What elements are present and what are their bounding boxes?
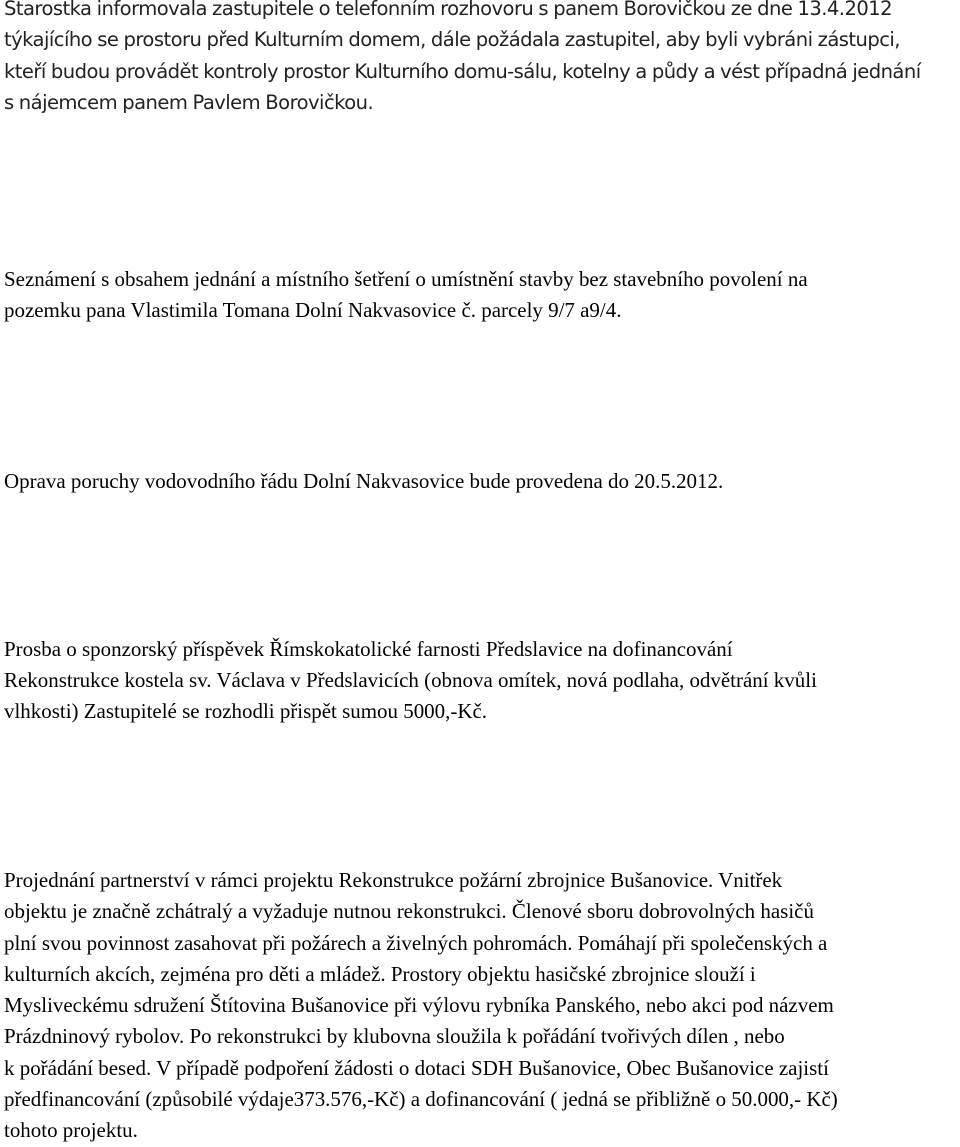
text-line: Seznámení s obsahem jednání a místního šetření o umístnění stavby bez stavebního povolení na <box>4 267 808 291</box>
paragraph-church-sponsorship <box>4 634 960 727</box>
paragraph-building-inspection <box>4 264 960 326</box>
text-line: objektu je značně zchátralý a vyžaduje nutnou rekonstrukci. Členové sboru dobrovolných hasičů <box>4 899 814 924</box>
text-line: týkajícího se prostoru před Kulturním domem, dále požádala zastupitel, aby byli vybráni zástupci, <box>4 28 900 52</box>
text-line: s nájemcem panem Pavlem Borovičkou. <box>4 90 374 114</box>
text-line: Starostka informovala zastupitele o telefonním rozhovoru s panem Borovičkou ze dne 13.4.2012 <box>4 0 893 20</box>
text-line: kteří budou provádět kontroly prostor Kulturního domu-sálu, kotelny a půdy a vést případná jednání <box>4 59 921 83</box>
text-line: plní svou povinnost zasahovat při požárech a živelných pohromách. Pomáhají při společenských a <box>4 930 828 955</box>
text-line: vlhkosti) Zastupitelé se rozhodli přispět sumou 5000,-Kč. <box>4 699 488 723</box>
text-line: Mysliveckému sdružení Štítovina Bušanovice při výlovu rybníka Panského, nebo akci pod názvem <box>4 993 834 1018</box>
text-line: k pořádání besed. V případě podpoření žádosti o dotaci SDH Bušanovice, Obec Bušanovice zajistí <box>4 1055 829 1080</box>
paragraph-phone-call-report <box>4 0 960 118</box>
text-line: Prázdninový rybolov. Po rekonstrukci by klubovna sloužila k pořádání tvořivých dílen , nebo <box>4 1024 785 1049</box>
text-line: Projednání partnerství v rámci projektu Rekonstrukce požární zbrojnice Bušanovice. Vnitřek <box>4 868 783 892</box>
paragraph-water-repair <box>4 466 960 497</box>
text-line: tohoto projektu. <box>4 1118 138 1143</box>
text-line: předfinancování (způsobilé výdaje373.576,-Kč) a dofinancování ( jedná se přibližně o 50.000,- Kč) <box>4 1087 838 1112</box>
text-line: pozemku pana Vlastimila Tomana Dolní Nakvasovice č. parcely 9/7 a9/4. <box>4 298 622 322</box>
text-line: Rekonstrukce kostela sv. Václava v Předslavicích (obnova omítek, nová podlaha, odvětrání kvůli <box>4 668 817 692</box>
paragraph-fire-station-partnership <box>4 865 960 1147</box>
text-line: Oprava poruchy vodovodního řádu Dolní Nakvasovice bude provedena do 20.5.2012. <box>4 469 724 493</box>
text-line: Prosba o sponzorský příspěvek Římskokatolické farnosti Předslavice na dofinancování <box>4 637 733 661</box>
text-line: kulturních akcích, zejména pro děti a mládež. Prostory objektu hasičské zbrojnice slouží i <box>4 961 756 986</box>
